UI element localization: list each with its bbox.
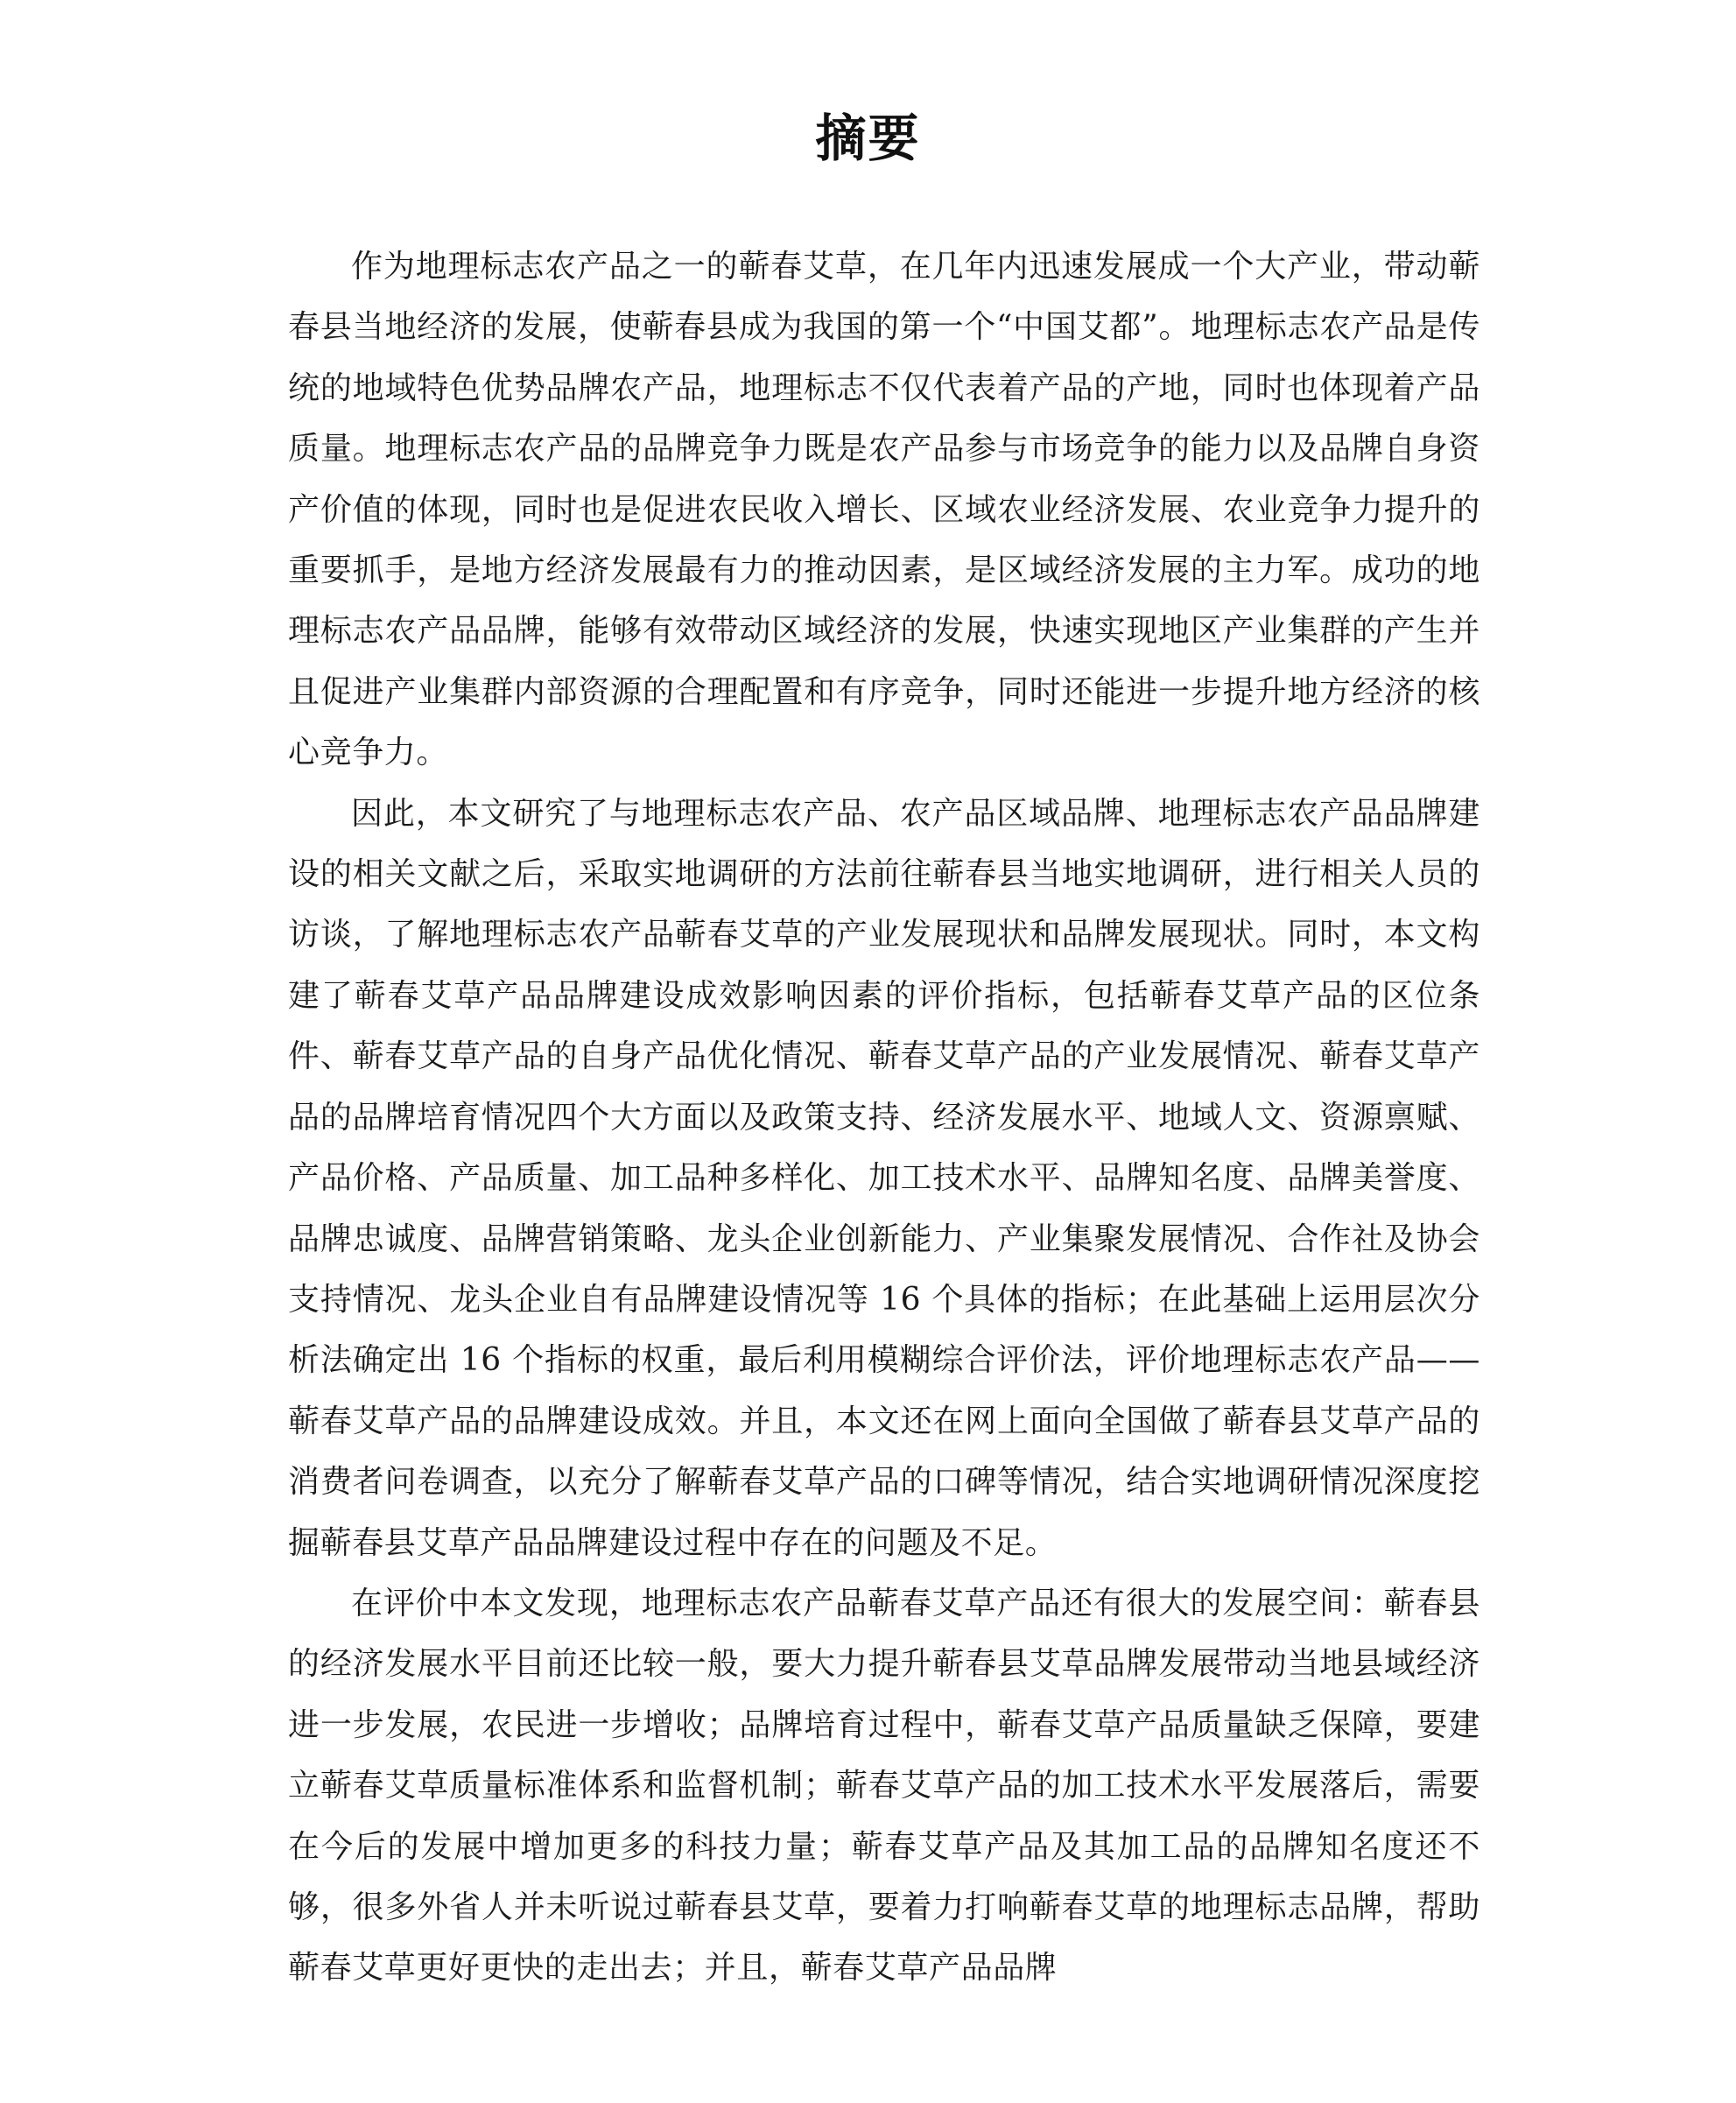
abstract-paragraph-2: 因此，本文研究了与地理标志农产品、农产品区域品牌、地理标志农产品品牌建设的相关文献之后，采取实地调研的方法前往蕲春县当地实地调研，进行相关人员的访谈，了解地理标志农产品蕲春艾草的产业发展现状和品牌发展现状。同时，本文构建了蕲春艾草产品品牌建设成效影响因素的评价指标，包括蕲春艾草产品的区位条件、蕲春艾草产品的自身产品优化情况、蕲春艾草产品的产业发展情况、蕲春艾草产品的品牌培育情况四个大方面以及政策支持、经济发展水平、地域人文、资源禀赋、产品价格、产品质量、加工品种多样化、加工技术水平、品牌知名度、品牌美誉度、品牌忠诚度、品牌营销策略、龙头企业创新能力、产业集聚发展情况、合作社及协会支持情况、龙头企业自有品牌建设情况等 16 个具体的指标；在此基础上运用层次分析法确定出 16 个指标的权重，最后利用模糊综合评价法，评价地理标志农产品——蕲春艾草产品的品牌建设成效。并且，本文还在网上面向全国做了蕲春县艾草产品的消费者问卷调查，以充分了解蕲春艾草产品的口碑等情况，结合实地调研情况深度挖掘蕲春县艾草产品品牌建设过程中存在的问题及不足。 [288, 795, 1480, 1561]
abstract-paragraph-1: 作为地理标志农产品之一的蕲春艾草，在几年内迅速发展成一个大产业，带动蕲春县当地经济的发展，使蕲春县成为我国的第一个“中国艾都”。地理标志农产品是传统的地域特色优势品牌农产品，地理标志不仅代表着产品的产地，同时也体现着产品质量。地理标志农产品的品牌竞争力既是农产品参与市场竞争的能力以及品牌自身资产价值的体现，同时也是促进农民收入增长、区域农业经济发展、农业竞争力提升的重要抓手，是地方经济发展最有力的推动因素，是区域经济发展的主力军。成功的地理标志农产品品牌，能够有效带动区域经济的发展，快速实现地区产业集群的产生并且促进产业集群内部资源的合理配置和有序竞争，同时还能进一步提升地方经济的核心竞争力。 [288, 249, 1480, 771]
page-title: 摘要 [815, 109, 921, 168]
abstract-body [288, 236, 1480, 1999]
abstract-paragraph-3: 在评价中本文发现，地理标志农产品蕲春艾草产品还有很大的发展空间：蕲春县的经济发展水平目前还比较一般，要大力提升蕲春县艾草品牌发展带动当地县域经济进一步发展，农民进一步增收；品牌培育过程中，蕲春艾草产品质量缺乏保障，要建立蕲春艾草质量标准体系和监督机制；蕲春艾草产品的加工技术水平发展落后，需要在今后的发展中增加更多的科技力量；蕲春艾草产品及其加工品的品牌知名度还不够，很多外省人并未听说过蕲春县艾草，要着力打响蕲春艾草的地理标志品牌，帮助蕲春艾草更好更快的走出去；并且，蕲春艾草产品品牌 [288, 1585, 1480, 1987]
